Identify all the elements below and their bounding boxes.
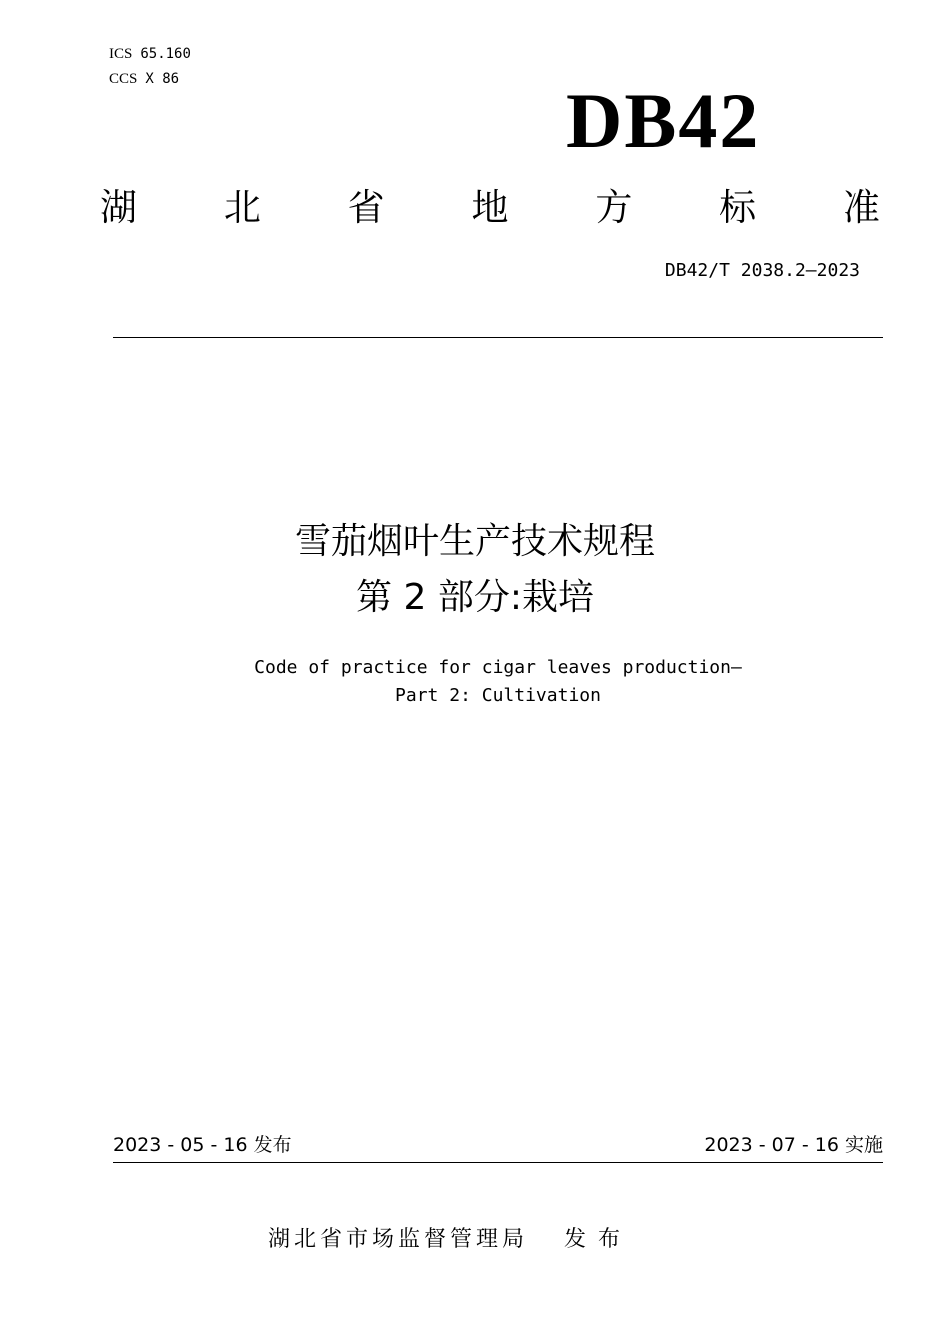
standard-type-char: 省 — [347, 186, 385, 229]
standard-type-char: 地 — [471, 186, 509, 229]
title-en-line2: Part 2: Cultivation — [395, 685, 601, 706]
ccs-classification — [109, 70, 179, 88]
ccs-label: CCS — [109, 71, 138, 87]
ccs-value: X 86 — [145, 71, 180, 87]
standard-number: DB42/T 2038.2—2023 — [664, 260, 860, 281]
ics-label: ICS — [109, 46, 133, 62]
title-cn-line1: 雪茄烟叶生产技术规程 — [294, 521, 655, 562]
issuer-name: 湖北省市场监督管理局 — [268, 1227, 529, 1252]
header-divider — [113, 337, 883, 338]
title-en-line1: Code of practice for cigar leaves production— — [254, 657, 742, 678]
standard-type-char: 标 — [719, 186, 757, 229]
standard-type-char: 北 — [223, 186, 261, 229]
standard-type-char: 湖 — [100, 186, 137, 229]
standard-type-heading — [100, 180, 880, 236]
implement-date: 2023 - 07 - 16 实施 — [704, 1134, 883, 1156]
footer-divider — [113, 1162, 883, 1163]
db42-logo: DB42 — [566, 77, 761, 164]
issuing-authority — [268, 1222, 632, 1258]
issue-action: 发布 — [564, 1227, 633, 1252]
ics-classification — [109, 45, 191, 63]
title-cn-line2: 第 2 部分:栽培 — [356, 577, 594, 618]
standard-type-char: 方 — [595, 186, 633, 229]
standard-type-char: 准 — [842, 186, 880, 229]
publish-date: 2023 - 05 - 16 发布 — [113, 1134, 292, 1156]
ics-value: 65.160 — [140, 46, 191, 62]
